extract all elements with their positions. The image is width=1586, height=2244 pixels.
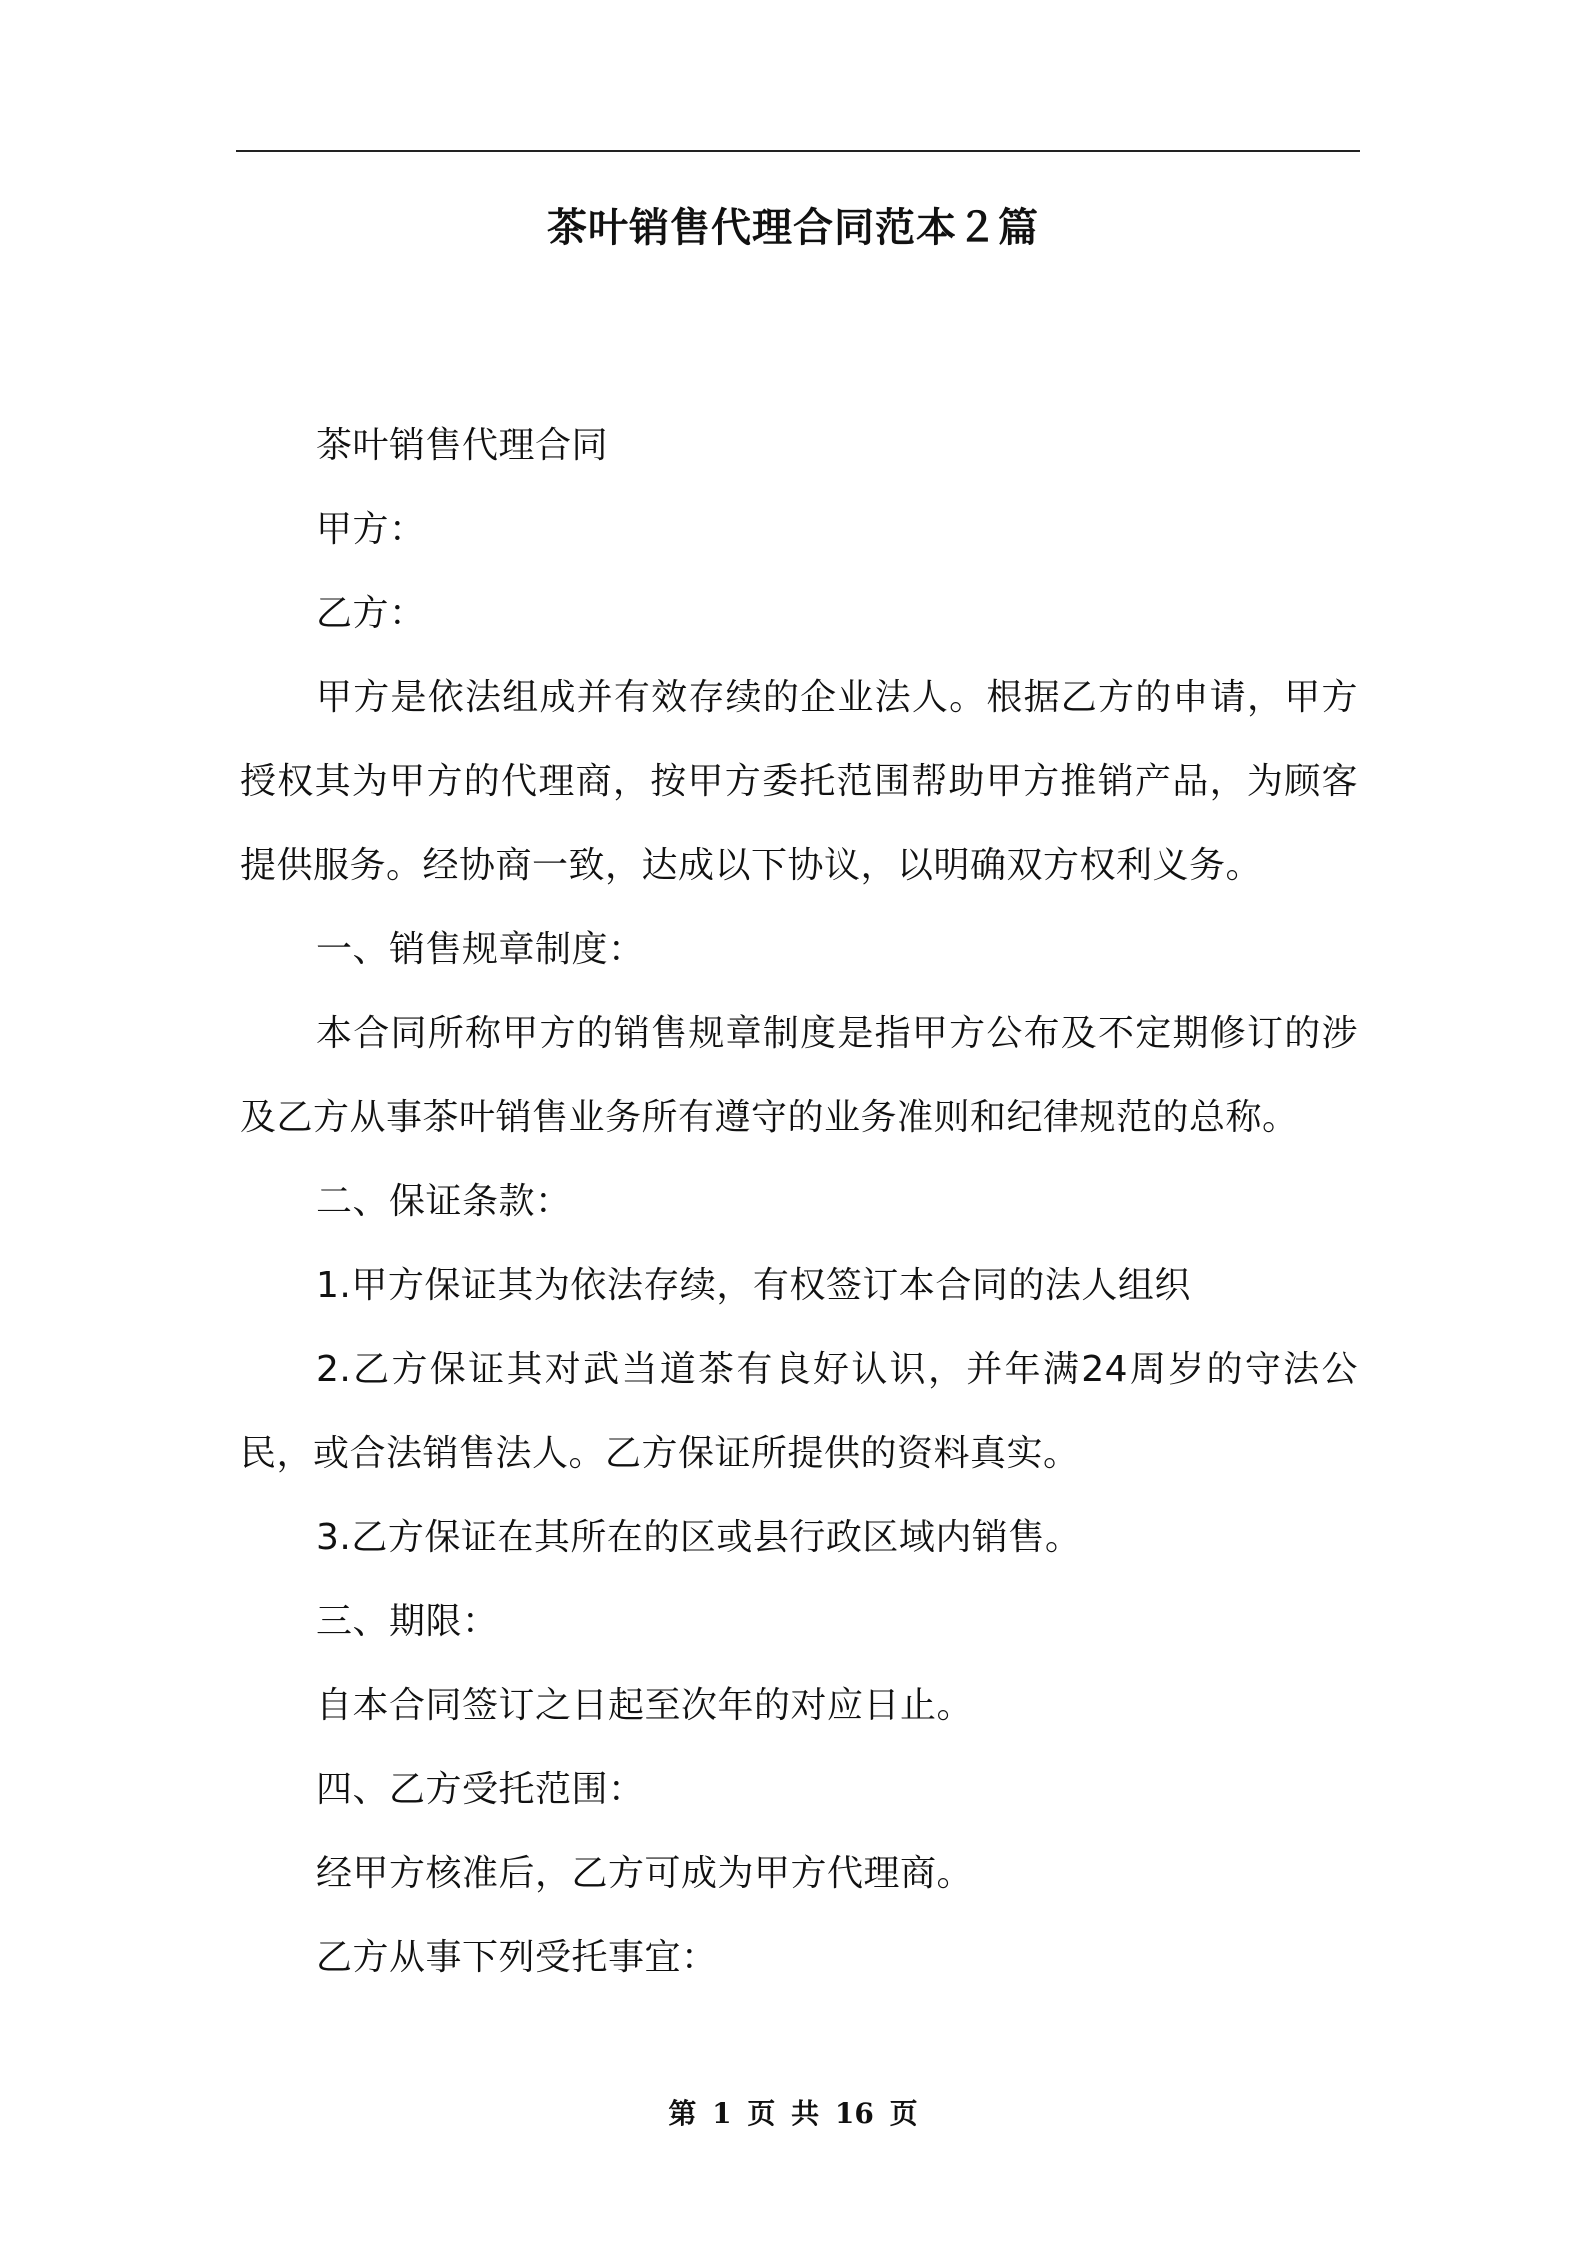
section-1-paragraph: 本合同所称甲方的销售规章制度是指甲方公布及不定期修订的涉及乙方从事茶叶销售业务所有遵守的业务准则和纪律规范的总称。 xyxy=(240,1013,1358,1138)
section-3-paragraph: 自本合同签订之日起至次年的对应日止。 xyxy=(316,1685,974,1726)
section-4-list-intro: 乙方从事下列受托事宜： xyxy=(316,1937,718,1978)
document-title: 茶叶销售代理合同范本２篇 xyxy=(547,205,1039,251)
contract-heading: 茶叶销售代理合同 xyxy=(316,425,609,466)
section-heading-1: 一、销售规章制度： xyxy=(316,929,645,970)
section-heading-3: 三、期限： xyxy=(316,1601,499,1642)
party-a-line: 甲方： xyxy=(316,509,426,550)
header-rule xyxy=(236,150,1360,152)
clause-2-2: 2.乙方保证其对武当道茶有良好认识，并年满24周岁的守法公民，或合法销售法人。乙方保证所提供的资料真实。 xyxy=(240,1349,1358,1474)
clause-2-1: 1.甲方保证其为依法存续，有权签订本合同的法人组织 xyxy=(316,1265,1191,1306)
section-4-paragraph: 经甲方核准后，乙方可成为甲方代理商。 xyxy=(316,1853,974,1894)
preamble-paragraph: 甲方是依法组成并有效存续的企业法人。根据乙方的申请，甲方授权其为甲方的代理商，按甲方委托范围帮助甲方推销产品，为顾客提供服务。经协商一致，达成以下协议，以明确双方权利义务。 xyxy=(240,677,1358,886)
party-b-line: 乙方： xyxy=(316,593,426,634)
section-heading-2: 二、保证条款： xyxy=(316,1181,572,1222)
clause-2-3: 3.乙方保证在其所在的区或县行政区域内销售。 xyxy=(316,1517,1082,1558)
section-heading-4: 四、乙方受托范围： xyxy=(316,1769,645,1810)
document-body xyxy=(240,404,1358,2000)
page-number-footer: 第 1 页 共 16 页 xyxy=(668,2097,918,2130)
